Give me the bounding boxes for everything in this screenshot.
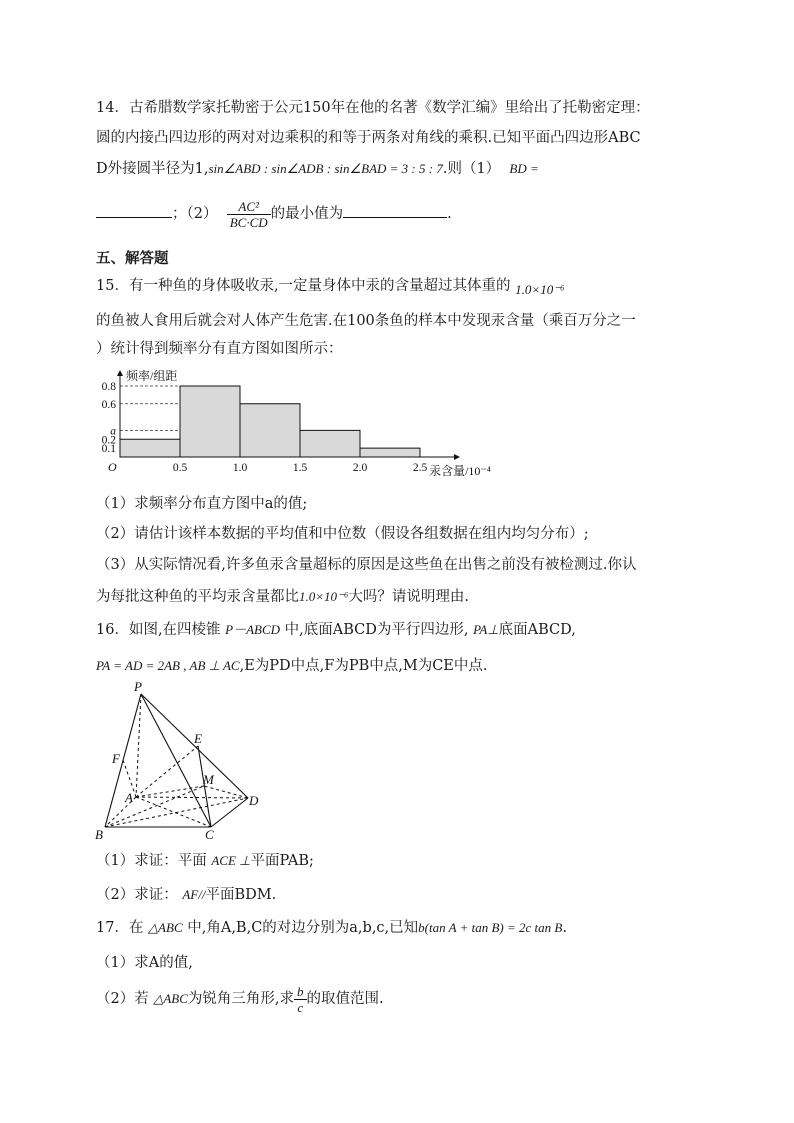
edge-pd — [141, 694, 248, 798]
q16-sub-2-text: （2）求证： — [96, 887, 178, 903]
q15-line-1-text: 15．有一种鱼的身体吸收汞,一定量身体中汞的含量超过其体重的 — [96, 278, 511, 294]
frequency-histogram — [96, 368, 491, 488]
q17-sub-2-text: （2）若 — [96, 991, 149, 1007]
edge-ac — [136, 797, 211, 827]
vertex-label-e: E — [194, 731, 202, 746]
edge-cd — [211, 798, 248, 827]
q14-frac-den: BC·CD — [229, 214, 268, 230]
q17-sub-2-triangle: △ABC — [153, 991, 188, 1006]
x-tick-label: 2.5 — [412, 462, 428, 474]
histogram-bar — [180, 386, 240, 457]
q15-sub-4 — [96, 586, 469, 608]
q14-line-3-text: D外接圆半径为1, — [96, 161, 209, 177]
q17-line-1-end: . — [562, 920, 567, 936]
origin-label: O — [108, 460, 117, 474]
vertex-label-p: P — [134, 679, 142, 694]
y-axis-arrow — [117, 370, 123, 376]
x-axis-arrow — [454, 454, 460, 460]
q16-pyramid-name: P－ABCD — [225, 622, 281, 637]
q17-equation: b(tan A + tan B) = 2c tan B — [418, 920, 563, 935]
q16-line-1-text: 16．如图,在四棱锥 — [96, 622, 221, 638]
x-tick-label: 2.0 — [352, 462, 368, 474]
histogram-bar — [120, 439, 180, 457]
q15-threshold: 1.0×10⁻⁶ — [515, 282, 565, 297]
edge-bm — [105, 786, 204, 827]
q16-sub-1 — [96, 850, 314, 872]
q17-sub-2-text-c: 的取值范围. — [306, 991, 384, 1007]
q17-line-1-text: 17．在 — [96, 920, 144, 936]
q16-line-1-text-b: 中,底面ABCD为平行四边形, — [284, 622, 469, 638]
q15-line-2: 的鱼被人食用后就会对人体产生危害.在100条鱼的样本中发现汞含量（乘百万分之一 — [96, 313, 636, 329]
q16-line-1 — [96, 619, 576, 641]
q14-bd-label: BD = — [509, 161, 539, 176]
vertex-label-d: D — [249, 793, 259, 808]
q17-frac-den: c — [297, 999, 304, 1015]
q14-line-3-text-b: .则（1） — [442, 161, 501, 177]
answer-blank-2[interactable] — [343, 203, 447, 218]
edge-ae — [136, 746, 198, 797]
q15-line-1 — [96, 275, 565, 297]
q15-sub-4-text: 为每批这种鱼的平均汞含量都比 — [96, 589, 299, 605]
edge-ad — [136, 797, 248, 798]
q16-sub-2-math: AF// — [182, 887, 206, 902]
q17-triangle: △ABC — [148, 920, 183, 935]
q15-line-3: ）统计得到频率分有直方图如图所示： — [96, 341, 343, 357]
x-tick-label: 1.0 — [232, 462, 248, 474]
q14-line-4-text: ；（2） — [172, 206, 218, 222]
q17-fraction — [294, 984, 307, 1015]
q16-line-2 — [96, 655, 488, 677]
q17-sub-2 — [96, 980, 384, 1018]
y-tick-label: 0.2 — [101, 434, 116, 447]
q17-sub-2-text-b: 为锐角三角形,求 — [187, 991, 295, 1007]
q17-sub-1: （1）求A的值, — [96, 955, 193, 971]
answer-blank-1[interactable] — [96, 203, 172, 218]
q16-sub-1-text-b: 平面PAB; — [250, 853, 314, 869]
q15-sub-4-threshold: 1.0×10⁻⁶ — [299, 589, 349, 604]
q15-sub-2: （2）请估计该样本数据的平均值和中位数（假设各组数据在组内均匀分布）; — [96, 526, 589, 542]
q17-line-1-text-b: 中,角A,B,C的对边分别为a,b,c,已知 — [187, 920, 419, 936]
q16-line-1-text-c: 底面ABCD, — [498, 622, 576, 638]
histogram-bar — [300, 430, 360, 457]
vertex-label-b: B — [95, 827, 103, 842]
q17-line-1 — [96, 917, 567, 939]
q15-sub-4-text-b: 大吗？请说明理由. — [348, 589, 470, 605]
vertex-label-f: F — [112, 751, 120, 766]
q14-line-4-text-b: 的最小值为 — [270, 206, 344, 222]
q16-sub-1-text: （1）求证：平面 — [96, 853, 207, 869]
q16-line-2-text: ,E为PD中点,F为PB中点,M为CE中点. — [239, 658, 488, 674]
q14-line-1: 14．古希腊数学家托勒密于公元150年在他的名著《数学汇编》里给出了托勒密定理： — [96, 100, 650, 116]
q16-pa-perp: PA⊥ — [473, 622, 499, 637]
q16-sub-2 — [96, 884, 276, 906]
section-heading: 五、解答题 — [96, 251, 169, 267]
q15-sub-3: （3）从实际情况看,许多鱼汞含量超标的原因是这些鱼在出售之前没有被检测过.你认 — [96, 557, 637, 573]
x-tick-label: 1.5 — [292, 462, 308, 474]
y-axis-title: 频率/组距 — [126, 369, 178, 383]
q14-line-4-end: . — [447, 206, 452, 222]
q15-sub-1: （1）求频率分布直方图中a的值; — [96, 496, 308, 512]
q17-frac-num: b — [294, 984, 307, 1000]
q14-line-2: 圆的内接凸四边形的两对对边乘积的和等于两条对角线的乘积.已知平面凸四边形ABC — [96, 130, 641, 146]
q16-sub-2-text-b: 平面BDM. — [205, 887, 277, 903]
histogram-bar — [360, 448, 420, 457]
y-tick-label: 0.1 — [101, 443, 116, 456]
q14-line-4 — [96, 197, 452, 231]
q14-sine-ratio: sin∠ABD : sin∠ADB : sin∠BAD = 3 : 5 : 7 — [208, 161, 443, 176]
histogram-bar — [240, 404, 300, 457]
vertex-label-a: A — [125, 790, 133, 805]
x-axis-title: 汞含量/10⁻⁴ — [429, 464, 491, 478]
y-tick-label: 0.8 — [101, 381, 116, 393]
y-tick-label: a — [110, 425, 116, 438]
q14-fraction — [227, 199, 271, 230]
pyramid-figure — [92, 680, 272, 842]
q14-frac-num: AC² — [227, 199, 271, 215]
q14-line-3 — [96, 158, 539, 180]
y-tick-label: 0.6 — [101, 398, 116, 411]
q16-sub-1-math: ACE ⊥ — [211, 853, 251, 868]
q16-conditions: PA = AD = 2AB , AB ⊥ AC — [96, 658, 240, 673]
x-tick-label: 0.5 — [172, 462, 188, 474]
vertex-label-m: M — [203, 772, 214, 787]
vertex-label-c: C — [205, 827, 214, 842]
